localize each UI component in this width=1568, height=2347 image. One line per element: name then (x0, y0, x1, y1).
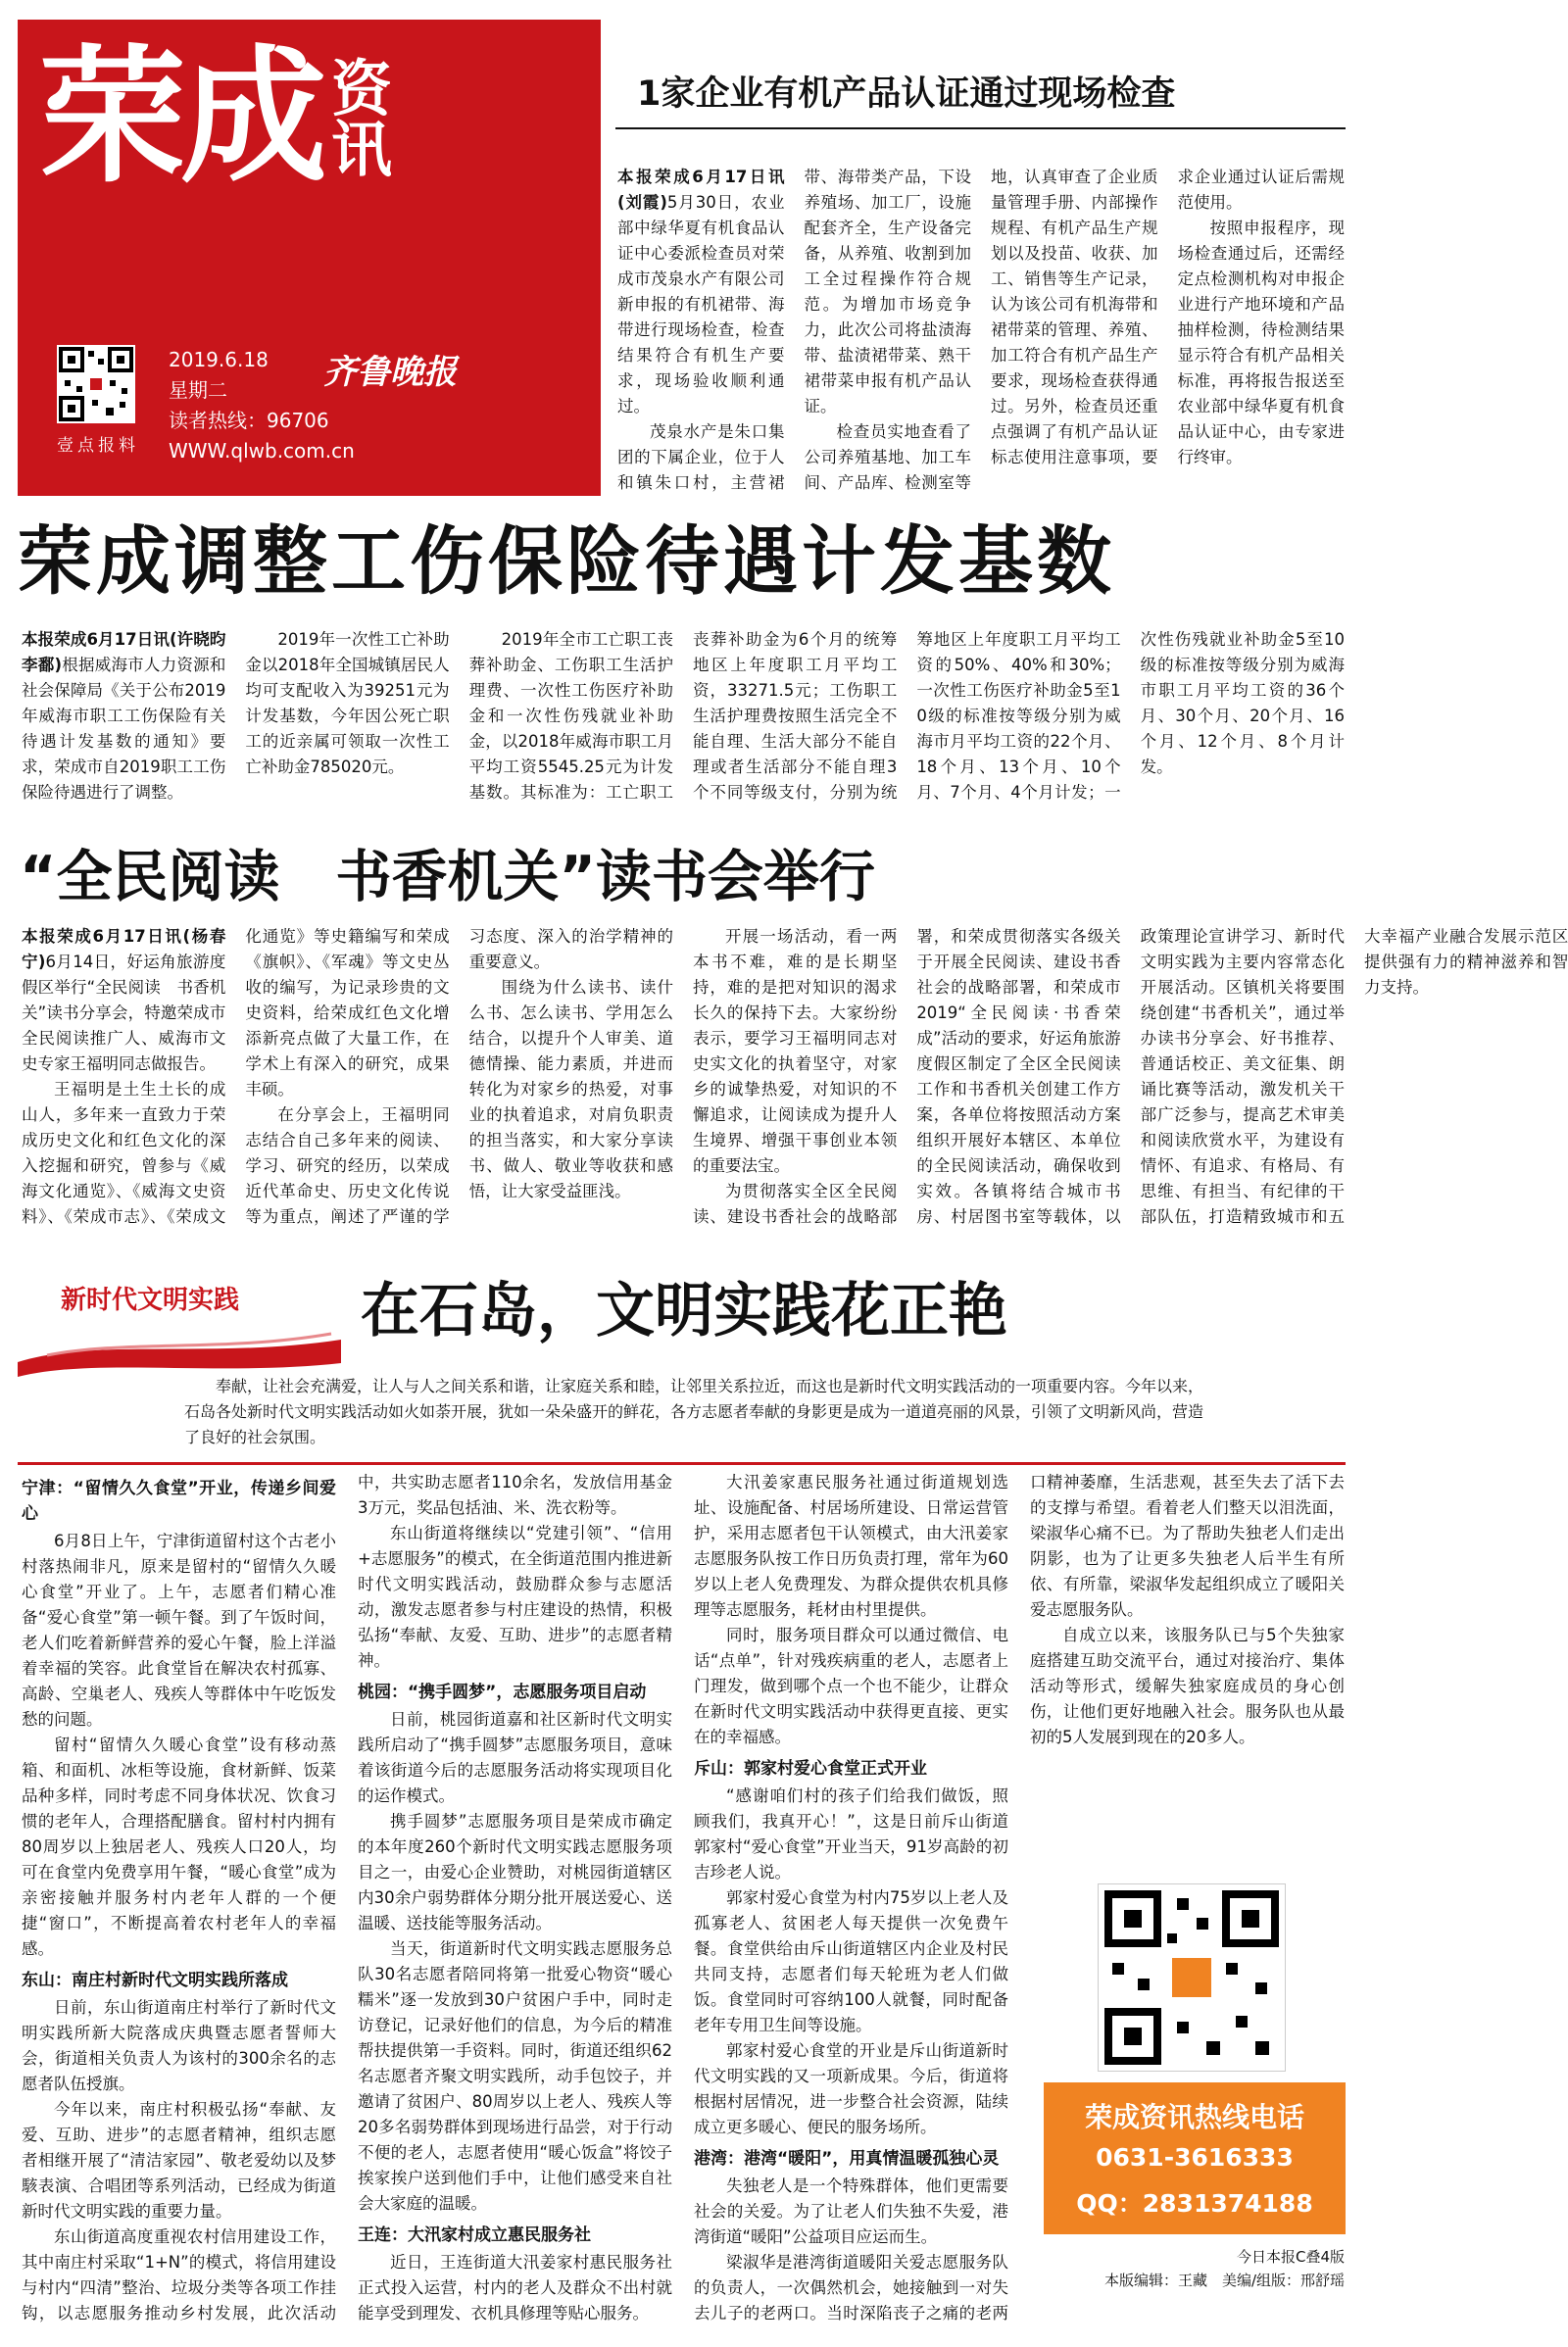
article1-paragraph: 茂泉水产是朱口集团的下属企业，位于人和镇朱口村，主营裙带、海带类产品，下设养殖场、加工厂，设施配套齐全，生产设备完备，从养殖、收割到加工全过程操作符合规范。为增加市场竞争力，此次公司将盐渍海带、盐渍裙带菜、熟干裙带菜申报有机产品认证。 (617, 168, 971, 492)
masthead-title-suffix: 资讯 (331, 53, 393, 185)
article4-paragraph: 同时，服务项目群众可以通过微信、电话“点单”，针对残疾病重的老人，志愿者上门理发，做到哪个点一个也不能少，让群众在新时代文明实践活动中获得更直接、更实在的幸福感。 (694, 1626, 1008, 1746)
article3-paragraph: 王福明是土生土长的成山人，多年来一直致力于荣成历史文化和红色文化的深入挖掘和研究，曾参与《威海文化通览》、《威海文史资料》、《荣成市志》、《荣成文化通览》等史籍编写和荣成《旗帜》、《军魂》等文史丛收的编写，为记录珍贵的文史资料，给荣成红色文化增添新亮点做了大量工作，在学术上有深入的研究，成果丰硕。 (22, 927, 450, 1226)
article4-subheading: 宁津：“留情久久食堂”开业，传递乡间爱心 (22, 1479, 336, 1524)
article2-dateline: 本报荣成6月17日讯(许晓昀 李鄱) (22, 630, 226, 674)
hotline-qq: QQ：2831374188 (1076, 2189, 1313, 2218)
article4-lead (184, 1374, 1203, 1452)
article3-body (22, 924, 1568, 1238)
article4-paragraph: 梁淑华是港湾街道暖阳关爱志愿服务队的负责人，一次偶然机会，她接触到一对失去儿子的老两口。当时深陷丧子之痛的老两口精神萎靡，生活悲观，甚至失去了活下去的支撑与希望。看着老人们整天以泪洗面，梁淑华心痛不已。为了帮助失独老人们走出阴影，也为了让更多失独老人后半生有所依、有所靠，梁淑华发起组织成立了暖阳关爱志愿服务队。 (694, 1473, 1345, 2323)
paper-logo: 齐鲁晚报 (323, 353, 457, 392)
article1-paragraph: 按照申报程序，现场检查通过后，还需经定点检测机构对申报企业进行产地环境和产品抽样检测，待检测结果显示符合有机产品相关标准，再将报告报送至农业部中绿华夏有机食品认证中心，由专家进行终审。 (1177, 219, 1345, 466)
reader-hotline: 读者热线：96706 (169, 409, 329, 432)
article4-subheading: 桃园：“携手圆梦”，志愿服务项目启动 (358, 1683, 647, 1702)
article3-paragraph: 6月14日，好运角旅游度假区举行“全民阅读 书香机关”读书分享会，特邀荣成市全民阅读推广人、威海市文史专家王福明同志做报告。 (22, 953, 226, 1073)
article2-paragraph: 2019年全市工亡职工丧葬补助金、工伤职工生活护理费、一次性工伤医疗补助金和一次性伤残就业补助金，以2018年威海市职工月平均工资5545.25元为计发基数。其标准为：工亡职工丧葬补助金为6个月的统筹地区上年度职工月平均工资，33271.5元；工伤职工生活护理费按照生活完全不能自理、生活大部分不能自理或者生活部分不能自理3个不同等级支付，分别为统筹地区上年度职工月平均工资的50%、40%和30%；一次性工伤医疗补助金5至10级的标准按等级分别为威海市月平均工资的22个月、18个月、13个月、10个月、7个月、4个月计发；一次性伤残就业补助金5至10级的标准按等级分别为威海市职工月平均工资的36个月、30个月、20个月、16个月、12个月、8个月计发。 (468, 630, 1345, 802)
article3-paragraph: 开展一场活动，看一两本书不难，难的是长期坚持，难的是把对知识的渴求长久的保持下去。大家纷纷表示，要学习王福明同志对史实文化的执着坚守，对家乡的诚挚热爱，对知识的不懈追求，让阅读成为提升人生境界、增强干事创业本领的重要法宝。 (692, 927, 898, 1175)
article1-paragraph: 检查员实地查看了公司养殖基地、加工车间、产品库、检测室等地，认真审查了企业质量管理手册、内部操作规程、有机产品生产规划以及投苗、收获、加工、销售等生产记录，认为该公司有机海带和裙带菜的管理、养殖、加工符合有机产品生产要求，现场检查获得通过。另外，检查员还重点强调了有机产品认证标志使用注意事项，要求企业通过认证后需规范使用。 (804, 168, 1345, 492)
article1-paragraph: 5月30日，农业部中绿华夏有机食品认证中心委派检查员对荣成市茂泉水产有限公司新申报的有机裙带、海带进行现场检查，检查结果符合有机生产要求，现场验收顺利通过。 (617, 193, 785, 416)
issue-date: 2019.6.18 (169, 348, 269, 371)
article1-headline: 1家企业有机产品认证通过现场检查 (637, 74, 1176, 114)
article4-paragraph: 郭家村爱心食堂的开业是斥山街道新时代文明实践的又一项新成果。今后，街道将根据村居情况，进一步整合社会资源，陆续成立更多暖心、便民的服务场所。 (694, 2041, 1008, 2136)
page-credits: 本版编辑：王藏 美编/组版：邢舒瑶 (1103, 2272, 1345, 2289)
article1-body (617, 165, 1345, 496)
page-note: 今日本报C叠4版 (1236, 2248, 1345, 2266)
article2-body (22, 627, 1345, 823)
article4-subheading: 斥山：郭家村爱心食堂正式开业 (694, 1759, 927, 1779)
qr-code-icon (1098, 1883, 1286, 2072)
article4-paragraph: 失独老人是一个特殊群体，他们更需要社会的关爱。为了让老人们失独不失爱，港湾街道“暖阳”公益项目应运而生。 (694, 2176, 1008, 2246)
article4-paragraph: 日前，桃园街道嘉和社区新时代文明实践所启动了“携手圆梦”志愿服务项目，意味着该街道今后的志愿服务活动将实现项目化的运作模式。 (358, 1710, 672, 1805)
article4-paragraph: 当天，街道新时代文明实践志愿服务总队30名志愿者陪同将第一批爱心物资“暖心糯米”逐一发放到30户贫困户手中，同时走访登记，记录好他们的信息，为今后的精准帮扶提供第一手资料。同时，街道还组织62名志愿者齐聚文明实践所，动手包饺子，并邀请了贫困户、80周岁以上老人、残疾人等20多名弱势群体到现场进行品尝，对于行动不便的老人，志愿者使用“暖心饭盒”将饺子挨家挨户送到他们手中，让他们感受来自社会大家庭的温暖。 (358, 1939, 672, 2213)
article4-paragraph: 东山街道高度重视农村信用建设工作，其中南庄村采取“1+N”的模式，将信用建设与村内“四清”整治、垃圾分类等各项工作挂钩，以志愿服务推动乡村发展，此次活动中，共实助志愿者110余名，发放信用基金3万元，奖品包括油、米、洗衣粉等。 (22, 1473, 672, 2323)
article4-paragraph: 今年以来，南庄村积极弘扬“奉献、友爱、互助、进步”的志愿者精神，组织志愿者相继开展了“清洁家园”、敬老爱幼以及梦駭表演、合唱团等系列活动，已经成为街道新时代文明实践的重要力量。 (22, 2100, 336, 2221)
qr-code-icon (57, 345, 135, 423)
article3-dateline: 本报荣成6月17日讯(杨春宁) (22, 927, 226, 971)
article4-paragraph: 郭家村爱心食堂为村内75岁以上老人及孤寡老人、贫困老人每天提供一次免费午餐。食堂供给由斥山街道辖区内企业及村民共同支持，志愿者们每天轮班为老人们做饭。食堂同时可容纳100人就餐，同时配备老年专用卫生间等设施。 (694, 1888, 1008, 2034)
issue-weekday: 星期二 (169, 378, 227, 402)
article4-divider (18, 1462, 1346, 1465)
hotline-title: 荣成资讯热线电话 (1084, 2101, 1304, 2133)
article4-paragraph: 东山街道将继续以“党建引领”、“信用+志愿服务”的模式，在全街道范围内推进新时代文明实践活动，鼓励群众参与志愿活动，激发志愿者参与村庄建设的热情，积极弘扬“奉献、友爱、互助、进步”的志愿者精神。 (358, 1524, 672, 1670)
article1-dateline: 本报荣成6月17日讯(刘霞) (617, 168, 785, 212)
article4-paragraph: 日前，东山街道南庄村举行了新时代文明实践所新大院落成庆典暨志愿者誓师大会，街道相关负责人为该村的300余名的志愿者队伍授旗。 (22, 1998, 336, 2093)
article4-paragraph: 留村“留情久久暖心食堂”设有移动蒸箱、和面机、冰柜等设施，食材新鲜、饭菜品种多样，同时考虑不同身体状况、饮食习惯的老年人，合理搭配膳食。留村村内拥有80周岁以上独居老人、残疾人口20人，均可在食堂内免费享用午餐，“暖心食堂”成为亲密接触并服务村内老年人群的一个便捷“窗口”，不断提高着农村老年人的幸福感。 (22, 1736, 336, 1958)
article3-headline: “全民阅读 书香机关”读书会举行 (20, 845, 875, 909)
article3-paragraph: 为贯彻落实全区全民阅读、建设书香社会的战略部署，和荣成贯彻落实各级关于开展全民阅读、建设书香社会的战略部署，和荣成市2019“全民阅读·书香荣成”活动的要求，好运角旅游度假区制定了全区全民阅读工作和书香机关创建工作方案，各单位将按照活动方案组织开展好本辖区、本单位的全民阅读活动，确保收到实效。各镇将结合城市书房、村居图书室等载体，以政策理论宣讲学习、新时代文明实践为主要内容常态化开展活动。区镇机关将要围绕创建“书香机关”，通过举办读书分享会、好书推荐、普通话校正、美文征集、朗诵比赛等活动，激发机关干部广泛参与，提高艺术审美和阅读欣赏水平，为建设有情怀、有追求、有格局、有思维、有担当、有纪律的干部队伍，打造精致城市和五大幸福产业融合发展示范区提供强有力的精神滋养和智力支持。 (692, 927, 1568, 1226)
article4-paragraph: 自成立以来，该服务队已与5个失独家庭搭建互助交流平台，通过对接治疗、集体活动等形式，缓解失独家庭成员的身心创伤，让他们更好地融入社会。服务队也从最初的5人发展到现在的20多人。 (1030, 1626, 1345, 1746)
article3-paragraph: 围绕为什么读书、读什么书、怎么读书、学用怎么结合，以提升个人审美、道德情操、能力素质，并进而转化为对家乡的热爱，对事业的执着追求，对肩负职责的担当落实，和大家分享读书、做人、敬业等收获和感悟，让大家受益匪浅。 (468, 978, 673, 1200)
article4-paragraph: 大汛姜家惠民服务社通过街道规划选址、设施配备、村居场所建设、日常运营管护，采用志愿者包干认领模式，由大汛姜家志愿服务队按工作日历负责打理，常年为60岁以上老人免费理发、为群众提供农机具修理等志愿服务，耗材由村里提供。 (694, 1473, 1008, 1619)
article4-subheading: 港湾：港湾“暖阳”，用真情温暖孤独心灵 (694, 2149, 1000, 2169)
article2-paragraph: 2019年一次性工亡补助金以2018年全国城镇居民人均可支配收入为39251元为计发基数，今年因公死亡职工的近亲属可领取一次性工亡补助金785020元。 (245, 630, 450, 776)
article4-subheading: 东山：南庄村新时代文明实践所落成 (22, 1971, 288, 1990)
article4-paragraph: 携手圆梦”志愿服务项目是荣成市确定的本年度260个新时代文明实践志愿服务项目之一，由爱心企业赞助，对桃园街道辖区内30余户弱势群体分期分批开展送爱心、送温暖、送技能等服务活动。 (358, 1812, 672, 1932)
article4-paragraph: “感谢咱们村的孩子们给我们做饭，照顾我们，我真开心！”，这是日前斥山街道郭家村“爱心食堂”开业当天，91岁高龄的初吉珍老人说。 (694, 1786, 1008, 1882)
article2-paragraph: 根据威海市人力资源和社会保障局《关于公布2019年威海市职工工伤保险有关待遇计发基数的通知》要求，荣成市自2019职工工伤保险待遇进行了调整。 (22, 656, 226, 802)
website: WWW.qlwb.com.cn (169, 439, 355, 463)
article1-divider (615, 127, 1346, 129)
report-label: 壹点报料 (57, 436, 139, 456)
hotline-box (1044, 2082, 1346, 2234)
article2-headline: 荣成调整工伤保险待遇计发基数 (18, 517, 1115, 605)
article4-paragraph: 近日，王连街道大汛姜家村惠民服务社正式投入运营，村内的老人及群众不出村就能享受到理发、衣机具修理等贴心服务。 (358, 2253, 672, 2323)
masthead-title: 荣成 (39, 32, 322, 203)
section-label: 新时代文明实践 (61, 1286, 240, 1315)
article4-paragraph: 6月8日上午，宁津街道留村这个古老小村落热闹非凡，原来是留村的“留情久久暖心食堂”开业了。上午，志愿者们精心准备“爱心食堂”第一顿午餐。到了午饭时间，老人们吃着新鲜营养的爱心午餐，脸上洋溢着幸福的笑容。此食堂旨在解决农村孤寡、高龄、空巢老人、残疾人等群体中午吃饭发愁的问题。 (22, 1532, 336, 1729)
article4-lead-text: 奉献，让社会充满爱，让人与人之间关系和谐，让家庭关系和睦，让邻里关系拉近，而这也是新时代文明实践活动的一项重要内容。今年以来，石岛各处新时代文明实践活动如火如荼开展，犹如一朵朵盛开的鲜花，各方志愿者奉献的身影更是成为一道道亮丽的风景，引领了文明新风尚，营造了良好的社会氛围。 (184, 1377, 1204, 1446)
article4-subheading: 王连：大汛家村成立惠民服务社 (358, 2225, 591, 2245)
article3-paragraph: 在分享会上，王福明同志结合自己多年来的阅读、学习、研究的经历，以荣成近代革命史、历史文化传说等为重点，阐述了严谨的学习态度、深入的治学精神的重要意义。 (245, 927, 673, 1226)
article4-headline: 在石岛，文明实践花正艳 (361, 1277, 1007, 1345)
hotline-phone: 0631-3616333 (1096, 2143, 1294, 2172)
